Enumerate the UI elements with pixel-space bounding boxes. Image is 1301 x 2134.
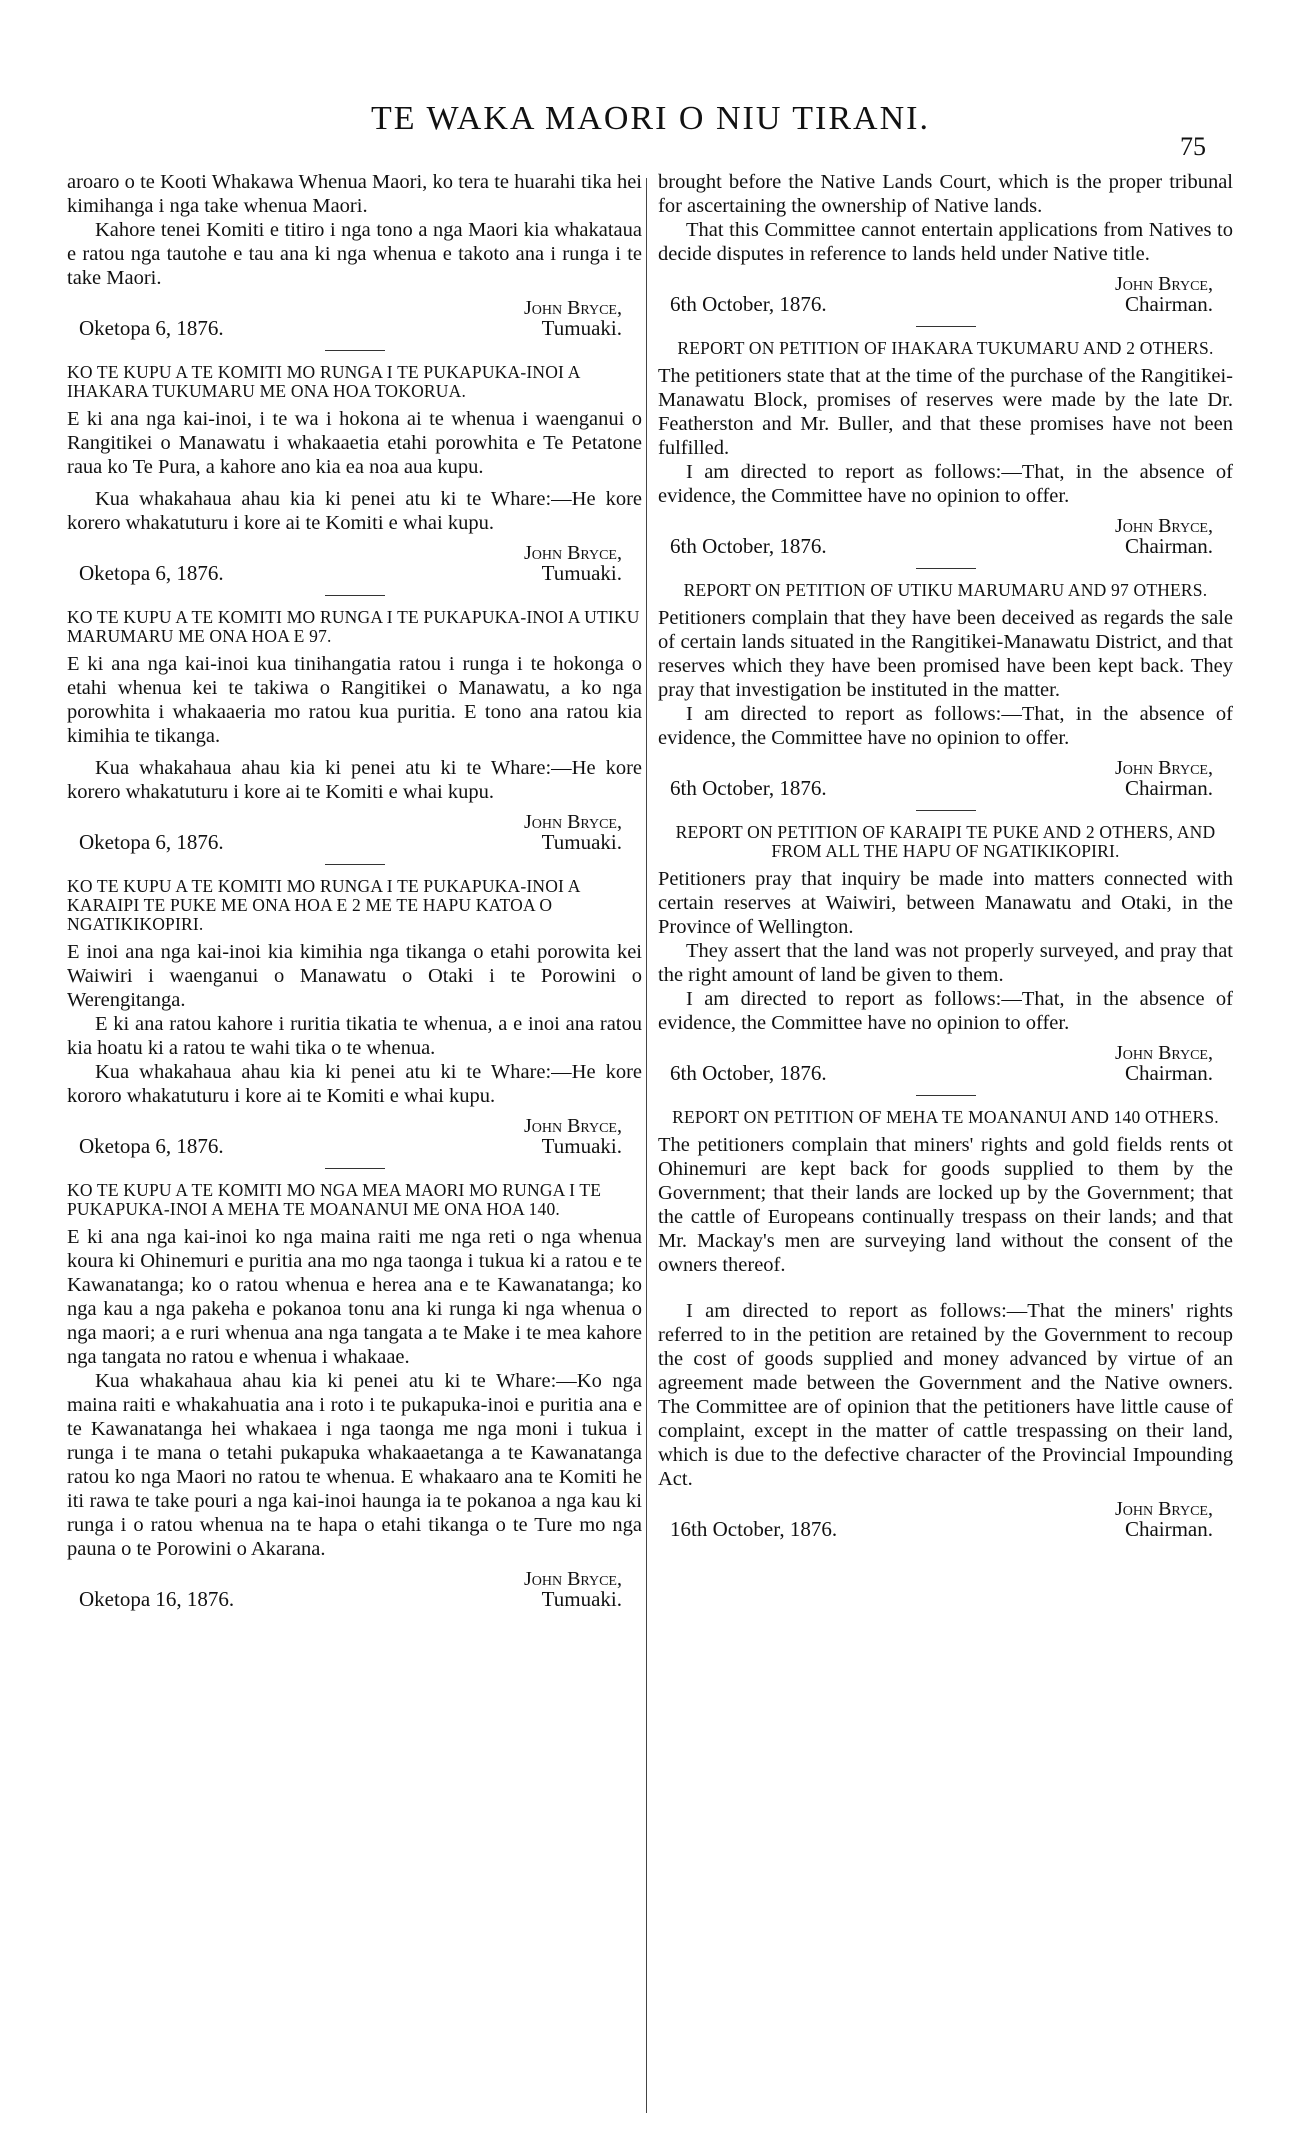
masthead-title: TE WAKA MAORI O NIU TIRANI. — [371, 100, 930, 137]
section-rule — [325, 350, 385, 351]
paragraph: E inoi ana nga kai-inoi kia kimihia nga tikanga o etahi porowita kei Waiwiri i waenganui o Manawatu o Otaki i te Porowini o Werengitanga. — [67, 941, 642, 1011]
signer-role: Tumuaki. — [541, 316, 622, 340]
signer-role: Tumuaki. — [541, 561, 622, 585]
paragraph: Petitioners complain that they have been deceived as regards the sale of certain lands situated in the Rangitikei-Manawatu District, and that reserves which they have been promised have been kept back. They pray that investigation be instituted in the matter. — [658, 607, 1233, 701]
paragraph: Kua whakahaua ahau kia ki penei atu ki te Whare:—He kore kororo whakatuturu i kore ai te Komiti e whai kupu. — [67, 1061, 642, 1107]
english-section-meha — [658, 1108, 1233, 1547]
english-section-karaipi — [658, 823, 1233, 1096]
paragraph: That this Committee cannot entertain applications from Natives to decide disputes in reference to lands held under Native title. — [658, 219, 1233, 265]
section-heading: REPORT ON PETITION OF UTIKU MARUMARU AND 97 OTHERS. — [683, 580, 1208, 600]
date: Oketopa 6, 1876. — [79, 830, 224, 854]
signature-block — [67, 1565, 642, 1617]
section-rule — [916, 568, 976, 569]
paragraph: The petitioners state that at the time of the purchase of the Rangitikei-Manawatu Block, promises of reserves were made by the late Dr. Featherston and Mr. Buller, and that these promises have not been fulfilled. — [658, 365, 1233, 459]
paragraph: E ki ana nga kai-inoi ko nga maina raiti me nga reti o nga whenua koura ki Ohinemuri e puritia ana mo nga taonga i tukua ki a ratou e te Kawanatanga; ko o ratou whenua e herea ana e te Kawanatanga; ko nga kau a nga pakeha e pokanoa tonu ana ki runga ki nga whenua o nga maori; a e ruri whenua ana nga tangata a te Make i te mea kahore nga tangata no ratou e whenua i whakaae. — [67, 1226, 642, 1368]
date: 6th October, 1876. — [670, 534, 827, 558]
date: Oketopa 6, 1876. — [79, 1134, 224, 1158]
signature-block — [658, 1495, 1233, 1547]
signer-role: Chairman. — [1124, 292, 1213, 316]
signer-name: John Bryce, — [523, 297, 622, 319]
section-heading: REPORT ON PETITION OF IHAKARA TUKUMARU AND 2 OTHERS. — [677, 338, 1214, 358]
signer-role: Chairman. — [1124, 1517, 1213, 1541]
paragraph: aroaro o te Kooti Whakawa Whenua Maori, ko tera te huarahi tika hei kimihanga i nga take whenua Maori. — [67, 171, 642, 217]
page-number: 75 — [1180, 132, 1206, 161]
date: 6th October, 1876. — [670, 776, 827, 800]
paragraph: I am directed to report as follows:—That, in the absence of evidence, the Committee have no opinion to offer. — [658, 703, 1233, 749]
section-rule — [325, 1168, 385, 1169]
section-rule — [916, 326, 976, 327]
signer-name: John Bryce, — [1114, 515, 1213, 537]
english-section-utiku — [658, 581, 1233, 811]
section-heading: KO TE KUPU A TE KOMITI MO RUNGA I TE PUKAPUKA-INOI A IHAKARA TUKUMARU ME ONA HOA TOKORUA. — [67, 362, 580, 401]
signer-role: Tumuaki. — [541, 1134, 622, 1158]
paragraph: Kahore tenei Komiti e titiro i nga tono a nga Maori kia whakataua e ratou nga tautohe e tau ana ki nga whenua e takoto ana i runga i te take Maori. — [67, 219, 642, 289]
section-heading: REPORT ON PETITION OF MEHA TE MOANANUI AND 140 OTHERS. — [672, 1107, 1219, 1127]
paragraph: They assert that the land was not properly surveyed, and pray that the right amount of land be given to them. — [658, 940, 1233, 986]
signer-role: Chairman. — [1124, 534, 1213, 558]
signer-role: Tumuaki. — [541, 830, 622, 854]
signature-block — [67, 1112, 642, 1164]
signer-role: Chairman. — [1124, 1061, 1213, 1085]
signer-name: John Bryce, — [523, 1568, 622, 1590]
signature-block — [658, 270, 1233, 322]
date: 16th October, 1876. — [670, 1517, 838, 1541]
maori-section-meha — [67, 1181, 642, 1617]
paragraph: Petitioners pray that inquiry be made into matters connected with certain reserves at Waiwiri, between Manawatu and Otaki, in the Province of Wellington. — [658, 868, 1233, 938]
left-column — [67, 170, 642, 1617]
signer-name: John Bryce, — [1114, 1498, 1213, 1520]
date: 6th October, 1876. — [670, 292, 827, 316]
maori-section-utiku — [67, 608, 642, 865]
signer-name: John Bryce, — [1114, 1042, 1213, 1064]
paragraph: E ki ana ratou kahore i ruritia tikatia te whenua, a e inoi ana ratou kia hoatu ki a ratou te wahi tika o te whenua. — [67, 1013, 642, 1059]
section-heading: KO TE KUPU A TE KOMITI MO NGA MEA MAORI MO RUNGA I TE PUKAPUKA-INOI A MEHA TE MOANANUI ME ONA HOA 140. — [67, 1180, 602, 1219]
signer-name: John Bryce, — [523, 542, 622, 564]
paragraph: The petitioners complain that miners' rights and gold fields rents ot Ohinemuri are kept back for goods supplied to them by the Government; that their lands are locked up by the Government; that the cattle of Europeans continually trespass on their lands; and that Mr. Mackay's men are surveying land without the consent of the owners thereof. — [658, 1134, 1233, 1276]
paragraph: I am directed to report as follows:—That, in the absence of evidence, the Committee have no opinion to offer. — [658, 461, 1233, 507]
signer-name: John Bryce, — [1114, 757, 1213, 779]
section-heading: KO TE KUPU A TE KOMITI MO RUNGA I TE PUKAPUKA-INOI A UTIKU MARUMARU ME ONA HOA E 97. — [67, 607, 640, 646]
signer-role: Chairman. — [1124, 776, 1213, 800]
maori-section-ihakara — [67, 363, 642, 596]
date: Oketopa 16, 1876. — [79, 1587, 235, 1611]
english-section-continuation — [658, 170, 1233, 327]
paragraph: Kua whakahaua ahau kia ki penei atu ki te Whare:—He kore korero whakatuturu i kore ai te Komiti e whai kupu. — [67, 757, 642, 803]
signer-name: John Bryce, — [523, 1115, 622, 1137]
signature-block — [658, 1039, 1233, 1091]
signer-role: Tumuaki. — [541, 1587, 622, 1611]
date: 6th October, 1876. — [670, 1061, 827, 1085]
section-heading: REPORT ON PETITION OF KARAIPI TE PUKE AND 2 OTHERS, AND FROM ALL THE HAPU OF NGATIKIKOPIRI. — [675, 822, 1216, 861]
maori-section-karaipi — [67, 877, 642, 1169]
maori-section-continuation — [67, 170, 642, 351]
section-rule — [325, 595, 385, 596]
paragraph: brought before the Native Lands Court, which is the proper tribunal for ascertaining the ownership of Native lands. — [658, 171, 1233, 217]
english-section-ihakara — [658, 339, 1233, 569]
paragraph: I am directed to report as follows:—That, in the absence of evidence, the Committee have no opinion to offer. — [658, 988, 1233, 1034]
paragraph: Kua whakahaua ahau kia ki penei atu ki te Whare:—Ko nga maina raiti e whakahuatia ana i roto i te pukapuka-inoi e puritia ana e te Kawanatanga hei whakaea i nga taonga me nga moni i tukua i runga i te mana o tetahi pukapuka whakaaetanga a te Kawanatanga ratou ko nga Maori no ratou te whenua. E whakaaro ana te Komiti he iti rawa te take pouri a nga kai-inoi haunga ia te pokanoa a nga kau ki runga i o ratou whenua na te hapa o etahi tikanga o te Ture mo nga pauna o te Porowini o Akarana. — [67, 1370, 642, 1560]
signer-name: John Bryce, — [1114, 273, 1213, 295]
signature-block — [67, 294, 642, 346]
section-rule — [916, 810, 976, 811]
paragraph: I am directed to report as follows:—That the miners' rights referred to in the petition are retained by the Government to recoup the cost of goods supplied and money advanced by virtue of an agreement made between the Government and the Native owners. The Committee are of opinion that the petitioners have little cause of complaint, except in the matter of cattle trespassing on their land, which is due to the defective character of the Provincial Impounding Act. — [658, 1300, 1233, 1490]
signature-block — [67, 539, 642, 591]
section-rule — [916, 1095, 976, 1096]
signature-block — [658, 754, 1233, 806]
right-column — [658, 170, 1233, 1547]
signer-name: John Bryce, — [523, 811, 622, 833]
column-divider — [646, 178, 647, 2113]
date: Oketopa 6, 1876. — [79, 561, 224, 585]
section-heading: KO TE KUPU A TE KOMITI MO RUNGA I TE PUKAPUKA-INOI A KARAIPI TE PUKE ME ONA HOA E 2 ME TE HAPU KATOA O NGATIKIKOPIRI. — [67, 876, 580, 934]
date: Oketopa 6, 1876. — [79, 316, 224, 340]
paragraph: E ki ana nga kai-inoi kua tinihangatia ratou i runga i te hokonga o etahi whenua kei te takiwa o Rangitikei o Manawatu, a ko nga porowhita i whakaaeria mo ratou kua puritia. E tono ana ratou kia kimihia te tikanga. — [67, 653, 642, 747]
section-rule — [325, 864, 385, 865]
paragraph: E ki ana nga kai-inoi, i te wa i hokona ai te whenua i waenganui o Rangitikei o Manawatu i whakaaetia etahi porowhita e Te Petatone raua ko Te Pura, a kahore ano kia ea noa aua kupu. — [67, 408, 642, 478]
signature-block — [67, 808, 642, 860]
signature-block — [658, 512, 1233, 564]
paragraph: Kua whakahaua ahau kia ki penei atu ki te Whare:—He kore korero whakatuturu i kore ai te Komiti e whai kupu. — [67, 488, 642, 534]
